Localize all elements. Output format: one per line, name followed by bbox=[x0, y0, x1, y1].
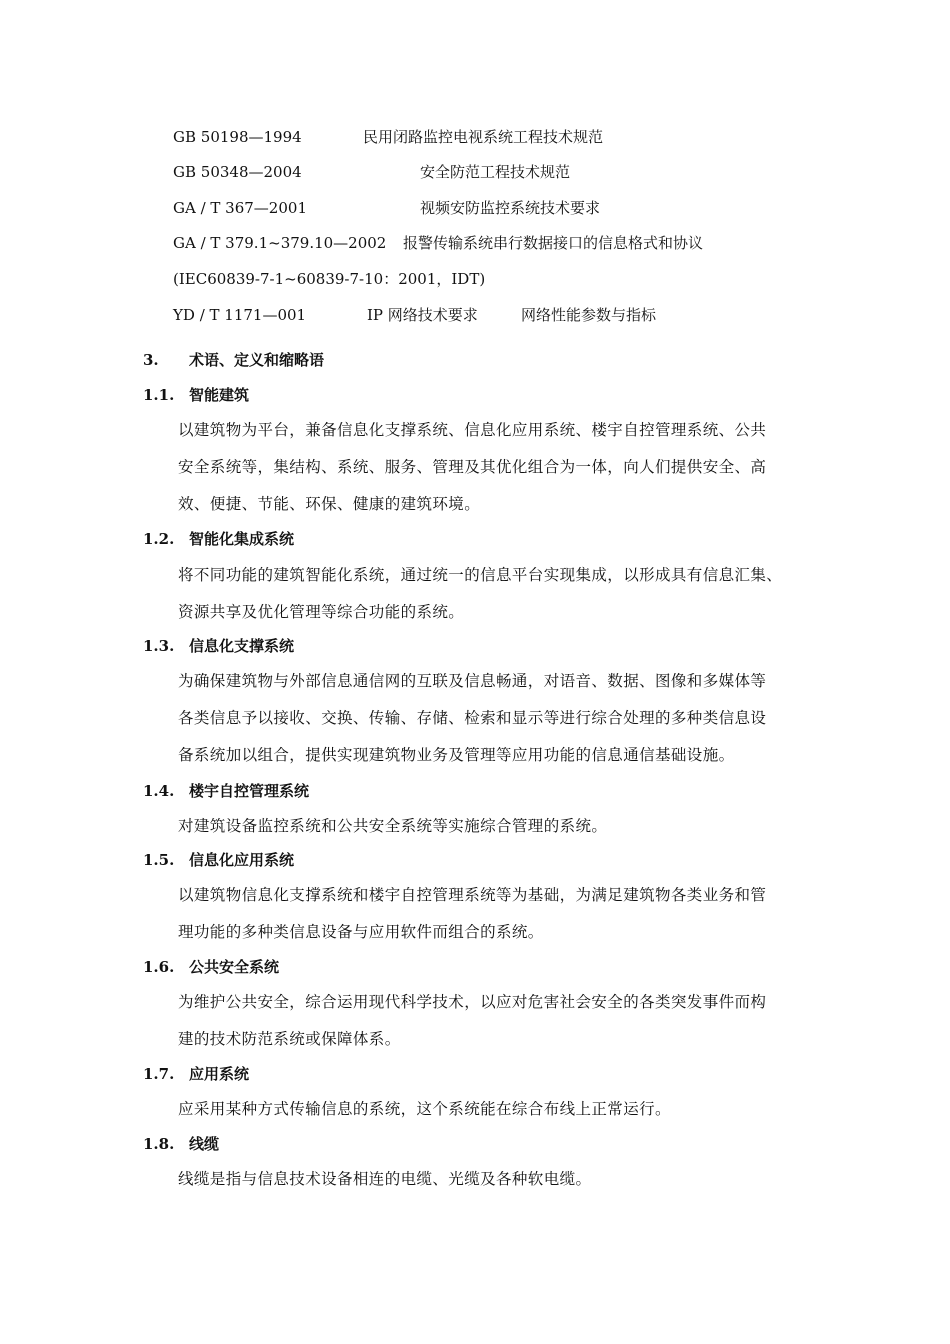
term-title: 信息化应用系统 bbox=[189, 851, 295, 869]
term-heading bbox=[143, 849, 294, 871]
term-heading bbox=[143, 780, 309, 802]
section-heading bbox=[143, 349, 324, 371]
definition-line: 对建筑设备监控系统和公共安全系统等实施综合管理的系统。 bbox=[178, 817, 608, 835]
term-number: 1.6. bbox=[143, 958, 175, 976]
reference-title-secondary: 网络性能参数与指标 bbox=[521, 306, 657, 324]
definition-line: 备系统加以组合，提供实现建筑物业务及管理等应用功能的信息通信基础设施。 bbox=[178, 746, 735, 764]
term-definition bbox=[178, 412, 818, 523]
term-title: 信息化支撑系统 bbox=[189, 637, 295, 655]
term-definition bbox=[178, 877, 818, 951]
definition-line: 以建筑物信息化支撑系统和楼宇自控管理系统等为基础，为满足建筑物各类业务和管 bbox=[178, 886, 767, 904]
definition-line: 安全系统等，集结构、系统、服务、管理及其优化组合为一体，向人们提供安全、高 bbox=[178, 458, 767, 476]
term-definition bbox=[178, 984, 818, 1058]
term-number: 1.5. bbox=[143, 851, 175, 869]
term-title: 应用系统 bbox=[189, 1065, 250, 1083]
term-number: 1.3. bbox=[143, 637, 175, 655]
term-definition bbox=[178, 1161, 818, 1198]
term-definition bbox=[178, 557, 818, 631]
term-definition bbox=[178, 1091, 818, 1128]
term-heading bbox=[143, 384, 249, 406]
term-number: 1.1. bbox=[143, 386, 175, 404]
definition-line: 建的技术防范系统或保障体系。 bbox=[178, 1030, 401, 1048]
term-heading bbox=[143, 956, 279, 978]
reference-code: GB 50198—1994 bbox=[173, 128, 302, 146]
reference-code: YD / T 1171—001 bbox=[173, 306, 307, 324]
term-title: 线缆 bbox=[189, 1135, 220, 1153]
term-number: 1.2. bbox=[143, 530, 175, 548]
reference-code: (IEC60839-7-1~60839-7-10：2001，IDT) bbox=[173, 270, 486, 288]
reference-title: 视频安防监控系统技术要求 bbox=[420, 199, 601, 217]
term-title: 楼宇自控管理系统 bbox=[189, 782, 310, 800]
term-definition bbox=[178, 663, 818, 774]
term-number: 1.8. bbox=[143, 1135, 175, 1153]
definition-line: 资源共享及优化管理等综合功能的系统。 bbox=[178, 603, 465, 621]
term-title: 智能建筑 bbox=[189, 386, 250, 404]
definition-line: 线缆是指与信息技术设备相连的电缆、光缆及各种软电缆。 bbox=[178, 1170, 592, 1188]
term-title: 公共安全系统 bbox=[189, 958, 280, 976]
reference-title: IP 网络技术要求 bbox=[367, 306, 478, 324]
section-title: 术语、定义和缩略语 bbox=[189, 351, 325, 369]
definition-line: 为维护公共安全，综合运用现代科学技术，以应对危害社会安全的各类突发事件而构 bbox=[178, 993, 767, 1011]
reference-code: GA / T 379.1~379.10—2002 bbox=[173, 234, 387, 252]
term-number: 1.4. bbox=[143, 782, 175, 800]
section-number: 3. bbox=[143, 351, 159, 369]
definition-line: 各类信息予以接收、交换、传输、存储、检索和显示等进行综合处理的多种类信息设 bbox=[178, 709, 767, 727]
reference-title: 民用闭路监控电视系统工程技术规范 bbox=[363, 128, 604, 146]
definition-line: 将不同功能的建筑智能化系统，通过统一的信息平台实现集成，以形成具有信息汇集、 bbox=[178, 566, 783, 584]
term-heading bbox=[143, 1133, 219, 1155]
term-number: 1.7. bbox=[143, 1065, 175, 1083]
definition-line: 理功能的多种类信息设备与应用软件而组合的系统。 bbox=[178, 923, 544, 941]
term-heading bbox=[143, 1063, 249, 1085]
term-heading bbox=[143, 635, 294, 657]
term-heading bbox=[143, 528, 294, 550]
term-title: 智能化集成系统 bbox=[189, 530, 295, 548]
definition-line: 应采用某种方式传输信息的系统，这个系统能在综合布线上正常运行。 bbox=[178, 1100, 671, 1118]
reference-title: 安全防范工程技术规范 bbox=[420, 163, 571, 181]
term-definition bbox=[178, 808, 818, 845]
reference-code: GA / T 367—2001 bbox=[173, 199, 307, 217]
definition-line: 效、便捷、节能、环保、健康的建筑环境。 bbox=[178, 495, 481, 513]
reference-title: 报警传输系统串行数据接口的信息格式和协议 bbox=[403, 234, 704, 252]
reference-code: GB 50348—2004 bbox=[173, 163, 302, 181]
definition-line: 以建筑物为平台，兼备信息化支撑系统、信息化应用系统、楼宇自控管理系统、公共 bbox=[178, 421, 767, 439]
definition-line: 为确保建筑物与外部信息通信网的互联及信息畅通，对语音、数据、图像和多媒体等 bbox=[178, 672, 767, 690]
